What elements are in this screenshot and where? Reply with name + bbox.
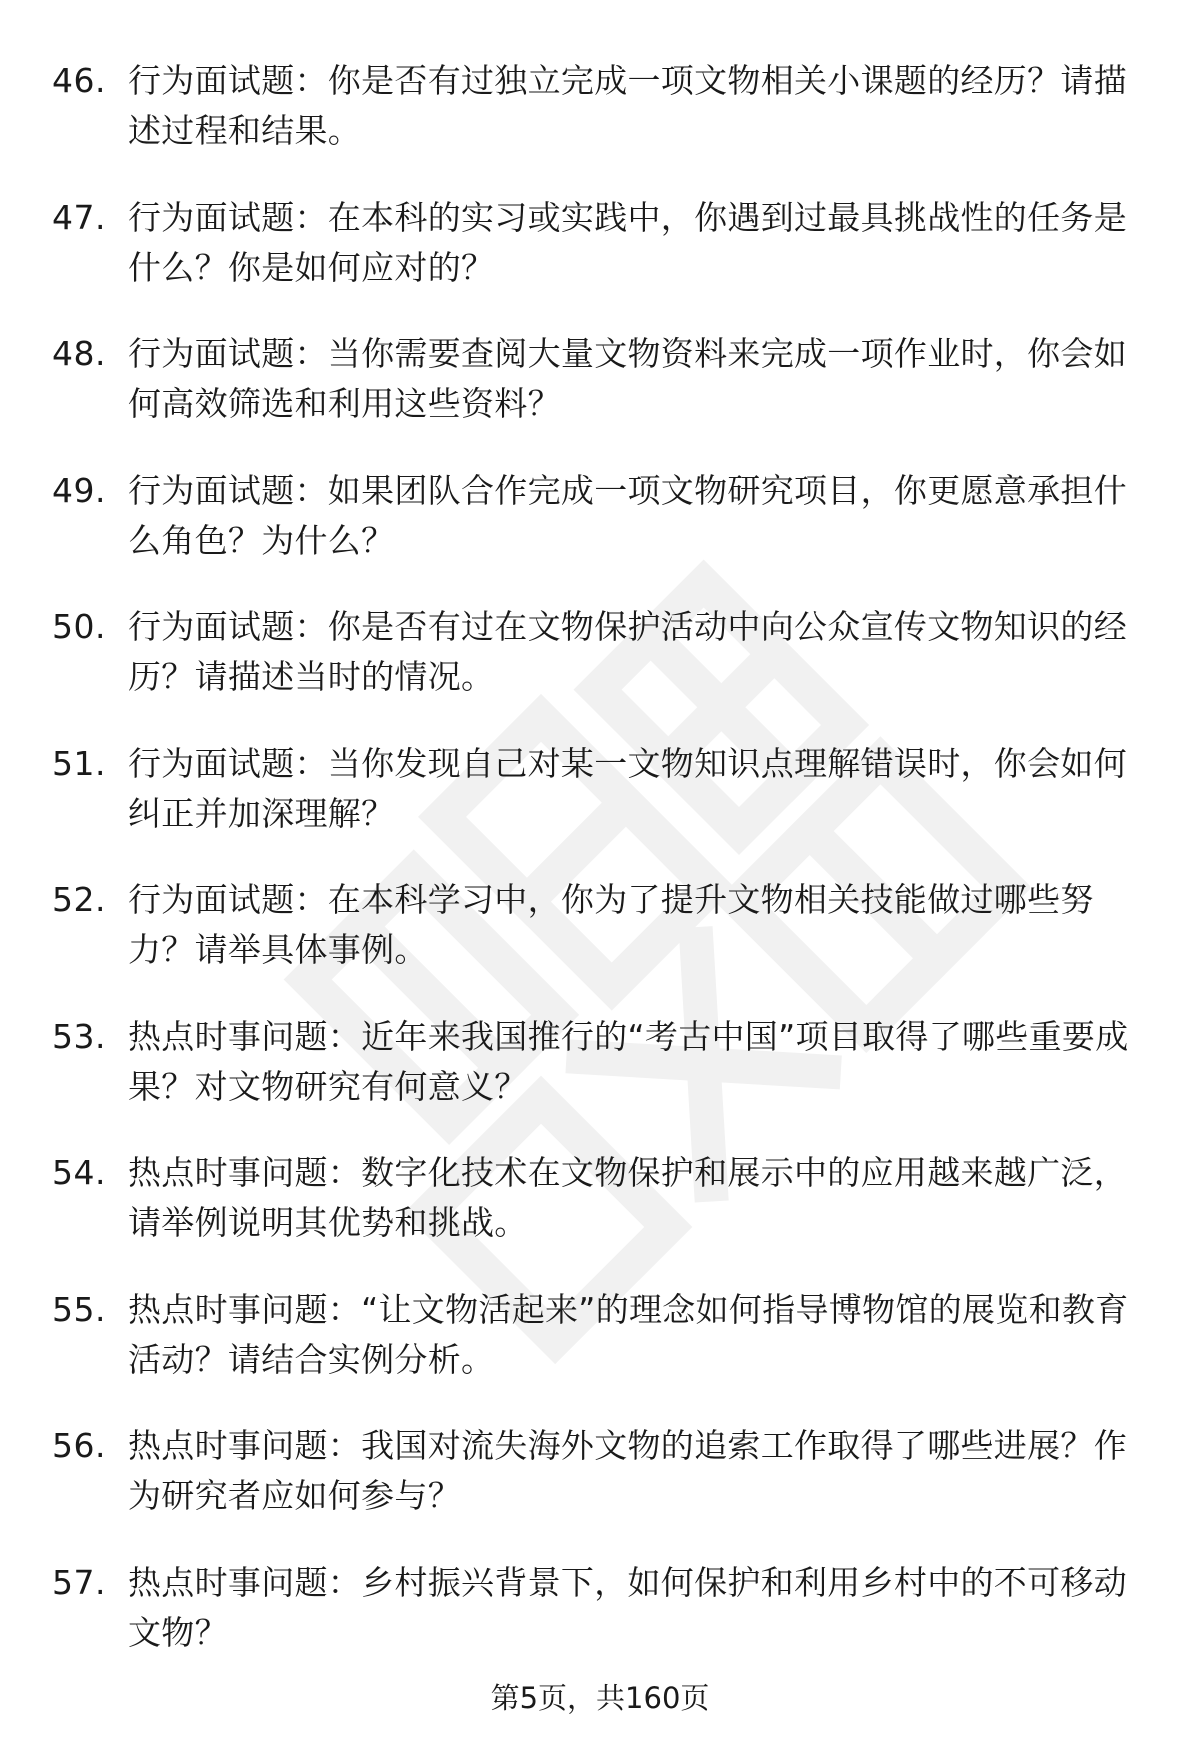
question-text: 行为面试题：当你需要查阅大量文物资料来完成一项作业时，你会如何高效筛选和利用这些资料？ <box>128 334 1127 423</box>
question-text: 行为面试题：在本科学习中，你为了提升文物相关技能做过哪些努力？请举具体事例。 <box>128 880 1094 969</box>
question-text: 行为面试题：你是否有过在文物保护活动中向公众宣传文物知识的经历？请描述当时的情况。 <box>128 607 1127 696</box>
question-text: 热点时事问题：数字化技术在文物保护和展示中的应用越来越广泛，请举例说明其优势和挑战。 <box>128 1153 1127 1242</box>
question-number: 49. <box>52 470 106 510</box>
question-text: 热点时事问题：乡村振兴背景下，如何保护和利用乡村中的不可移动文物？ <box>128 1562 1127 1652</box>
question-text: 行为面试题：在本科的实习或实践中，你遇到过最具挑战性的任务是什么？你是如何应对的？ <box>128 197 1127 287</box>
question-text: 热点时事问题：近年来我国推行的“考古中国”项目取得了哪些重要成果？对文物研究有何意义？ <box>128 1016 1129 1106</box>
question-text: 行为面试题：你是否有过独立完成一项文物相关小课题的经历？请描述过程和结果。 <box>128 61 1127 150</box>
question-item <box>52 56 1152 156</box>
question-number: 56. <box>52 1426 106 1465</box>
question-number: 52. <box>52 880 106 919</box>
question-item <box>52 466 1152 566</box>
question-item <box>52 1285 1152 1385</box>
question-text: 行为面试题：如果团队合作完成一项文物研究项目，你更愿意承担什么角色？为什么？ <box>128 470 1127 560</box>
question-number: 53. <box>52 1016 106 1056</box>
question-item <box>52 329 1152 429</box>
question-number: 46. <box>52 61 106 100</box>
question-item <box>52 1558 1152 1658</box>
question-item <box>52 739 1152 839</box>
question-item <box>52 875 1152 975</box>
question-text: 行为面试题：当你发现自己对某一文物知识点理解错误时，你会如何纠正并加深理解？ <box>128 743 1127 833</box>
question-number: 48. <box>52 334 106 373</box>
question-number: 47. <box>52 197 106 237</box>
question-text: 热点时事问题：“让文物活起来”的理念如何指导博物馆的展览和教育活动？请结合实例分析。 <box>128 1289 1129 1379</box>
question-number: 55. <box>52 1289 106 1329</box>
question-number: 57. <box>52 1562 106 1602</box>
page-number-footer: 第5页，共160页 <box>490 1681 710 1715</box>
question-item <box>52 1421 1152 1521</box>
question-number: 54. <box>52 1153 106 1192</box>
question-number: 51. <box>52 743 106 783</box>
question-item <box>52 193 1152 293</box>
question-item <box>52 1148 1152 1248</box>
question-text: 热点时事问题：我国对流失海外文物的追索工作取得了哪些进展？作为研究者应如何参与？ <box>128 1426 1127 1515</box>
question-list <box>52 56 1152 1694</box>
question-item <box>52 1012 1152 1112</box>
question-item <box>52 602 1152 702</box>
question-number: 50. <box>52 607 106 646</box>
